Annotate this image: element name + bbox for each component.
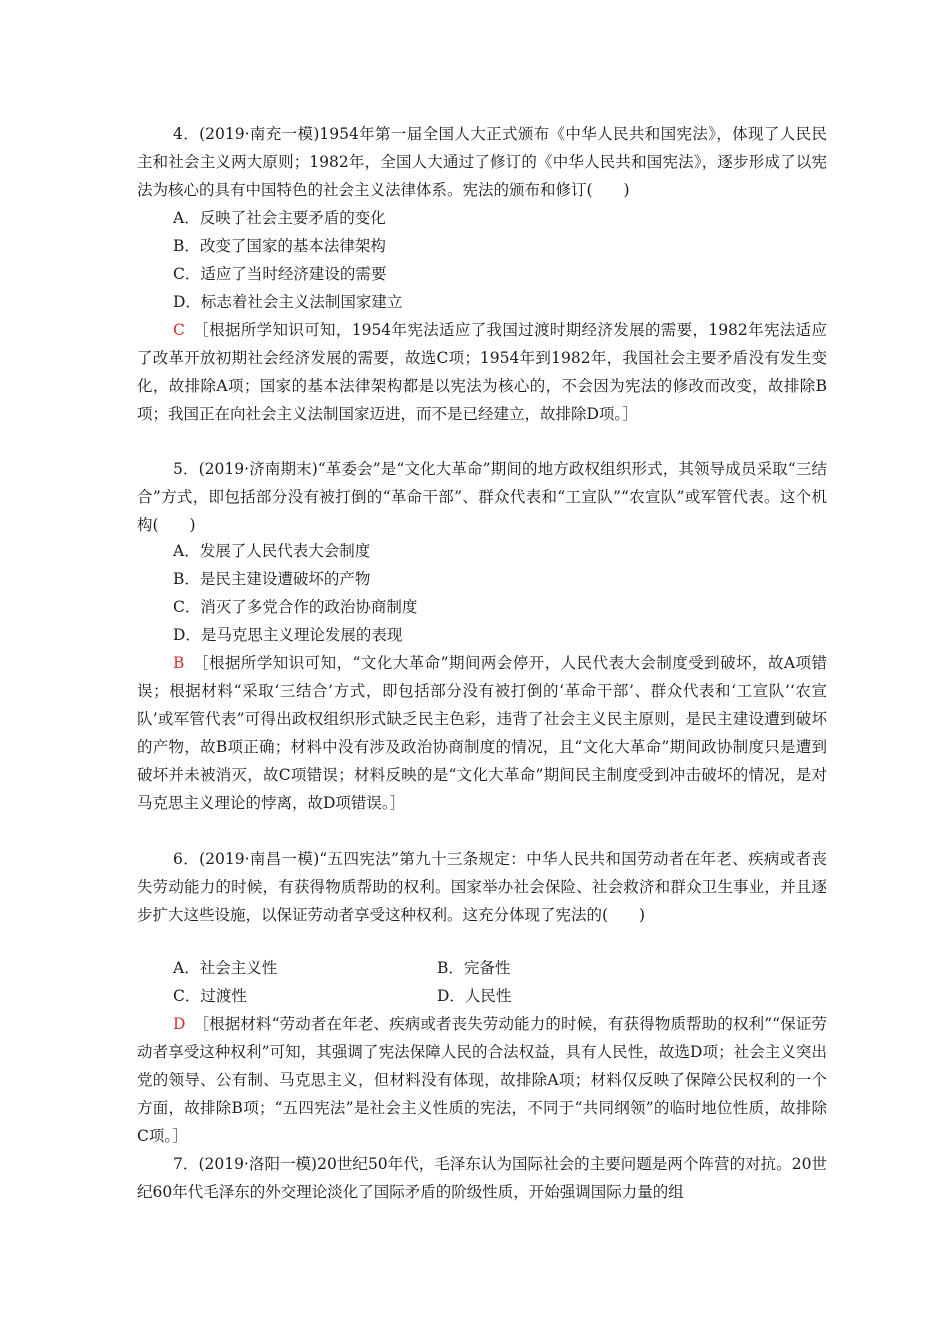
question-5-answer: [137, 649, 827, 817]
question-6-option-c: C．过渡性: [173, 987, 247, 1005]
question-4-option-d: D．标志着社会主义法制国家建立: [173, 293, 403, 311]
question-5-option-d: D．是马克思主义理论发展的表现: [173, 626, 403, 644]
question-5-option-b: B．是民主建设遭破坏的产物: [173, 570, 371, 588]
answer-letter: B: [173, 654, 185, 672]
question-4-option-c: C．适应了当时经济建设的需要: [173, 265, 387, 283]
question-6-option-b: B．完备性: [437, 959, 511, 977]
answer-explanation: ［根据所学知识可知，“文化大革命”期间两会停开，人民代表大会制度受到破坏，故A项错误；根据材料“采取‘三结合’方式，即包括部分没有被打倒的‘革命干部’、群众代表和‘工宣队’‘农宣队’或军管代表”可得出政权组织形式缺乏民主色彩，违背了社会主义民主原则，是民主建设遭到破坏的产物，故B项正确；材料中没有涉及政治协商制度的情况，且“文化大革命”期间政协制度只是遭到破坏并未被消灭，故C项错误；材料反映的是“文化大革命”期间民主制度受到冲击破坏的情况，是对马克思主义理论的悖离，故D项错误。］: [137, 654, 827, 812]
answer-explanation: ［根据所学知识可知，1954年宪法适应了我国过渡时期经济发展的需要，1982年宪法适应了改革开放初期社会经济发展的需要，故选C项；1954年到1982年，我国社会主要矛盾没有发生变化，故排除A项；国家的基本法律架构都是以宪法为核心的，不会因为宪法的修改而改变，故排除B项；我国正在向社会主义法制国家迈进，而不是已经建立，故排除D项。］: [137, 321, 827, 423]
question-7-stem: 7．(2019·洛阳一模)20世纪50年代，毛泽东认为国际社会的主要问题是两个阵营的对抗。20世纪60年代毛泽东的外交理论淡化了国际矛盾的阶级性质，开始强调国际力量的组: [137, 1155, 827, 1201]
question-4-option-a: A．反映了社会主要矛盾的变化: [173, 209, 386, 227]
answer-letter: C: [173, 321, 185, 339]
question-6-stem: 6．(2019·南昌一模)“五四宪法”第九十三条规定：中华人民共和国劳动者在年老、疾病或者丧失劳动能力的时候，有获得物质帮助的权利。国家举办社会保险、社会救济和群众卫生事业，并且逐步扩大这些设施，以保证劳动者享受这种权利。这充分体现了宪法的( ): [137, 850, 827, 924]
question-6-option-d: D．人民性: [437, 987, 512, 1005]
question-4-option-b: B．改变了国家的基本法律架构: [173, 237, 386, 255]
question-4-stem: 4．(2019·南充一模)1954年第一届全国人大正式颁布《中华人民共和国宪法》，体现了人民民主和社会主义两大原则；1982年，全国人大通过了修订的《中华人民共和国宪法》，逐步形成了以宪法为核心的具有中国特色的社会主义法律体系。宪法的颁布和修订( ): [137, 125, 827, 199]
answer-letter: D: [173, 1015, 186, 1033]
question-6-answer: [137, 1010, 827, 1150]
answer-explanation: ［根据材料“劳动者在年老、疾病或者丧失劳动能力的时候，有获得物质帮助的权利”“保证劳动者享受这种权利”可知，其强调了宪法保障人民的合法权益，具有人民性，故选D项；社会主义突出党的领导、公有制、马克思主义，但材料没有体现，故排除A项；材料仅反映了保障公民权利的一个方面，故排除B项；“五四宪法”是社会主义性质的宪法，不同于“共同纲领”的临时地位性质，故排除C项。］: [137, 1015, 827, 1145]
question-6-option-a: A．社会主义性: [173, 959, 278, 977]
question-5-option-a: A．发展了人民代表大会制度: [173, 542, 371, 560]
question-4-answer: [137, 316, 827, 428]
question-5-stem: 5．(2019·济南期末)“革委会”是“文化大革命”期间的地方政权组织形式，其领导成员采取“三结合”方式，即包括部分没有被打倒的“革命干部”、群众代表和“工宣队”“农宣队”或军管代表。这个机构( ): [137, 460, 827, 534]
question-5-option-c: C．消灭了多党合作的政治协商制度: [173, 598, 418, 616]
